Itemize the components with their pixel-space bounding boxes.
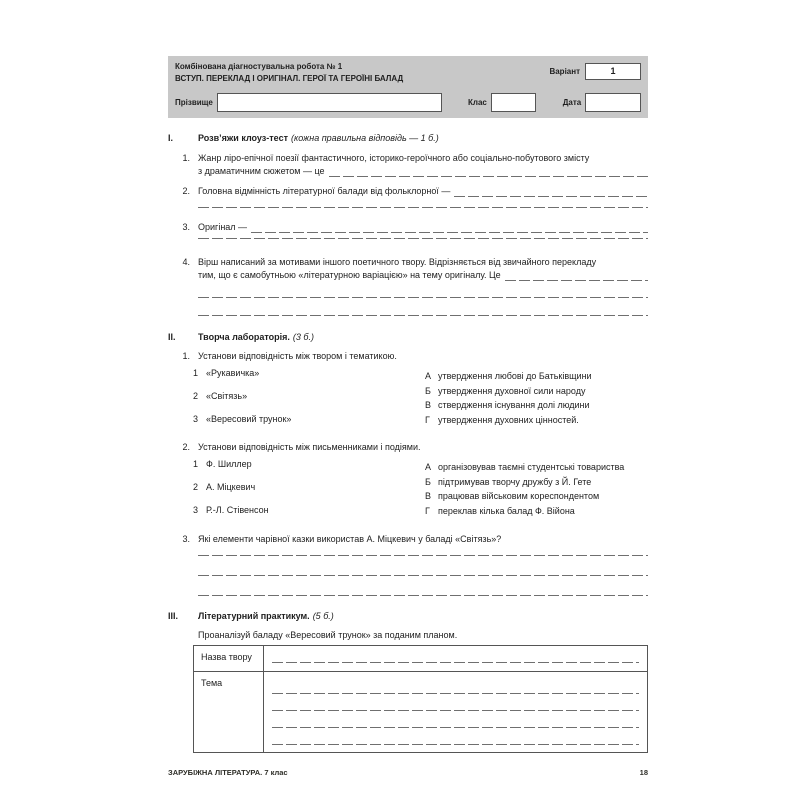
- class-input[interactable]: [491, 93, 536, 112]
- match-option[interactable]: Г утвердження духовних цінностей.: [425, 414, 579, 425]
- section-2-numeral: II.: [168, 332, 176, 342]
- question-text: Оригінал —: [198, 222, 248, 232]
- section-3-subtitle: Проаналізуй баладу «Вересовий трунок» за поданим планом.: [198, 630, 458, 640]
- question-number: 2.: [182, 186, 190, 196]
- question-text: Головна відмінність літературної балади від фольклорної —: [198, 186, 451, 196]
- table-row: [194, 646, 647, 671]
- section-2-heading: [168, 331, 648, 344]
- match-item[interactable]: 2 А. Міцкевич: [193, 482, 256, 492]
- question-text: Вірш написаний за мотивами іншого поетичного твору. Відрізняється від звичайного перекладу: [198, 257, 597, 267]
- section-2-title: Творча лабораторія. (3 б.): [198, 332, 314, 342]
- question-1-2: [168, 185, 648, 208]
- page-footer: [168, 766, 648, 779]
- question-text: тим, що є самобутньою «літературною варіацією» на тему оригіналу. Це: [198, 270, 501, 280]
- section-1-title: Розв’яжи клоуз-тест (кожна правильна відповідь — 1 б.): [198, 133, 439, 143]
- answer-line[interactable]: [272, 662, 639, 663]
- surname-label: Прізвище: [175, 98, 213, 107]
- match-option[interactable]: Б підтримував творчу дружбу з Й. Гете: [425, 476, 592, 487]
- section-1-heading: [168, 132, 648, 145]
- match-item[interactable]: 1 «Рукавичка»: [193, 368, 260, 378]
- question-1-4: [168, 256, 648, 316]
- worksheet-content: [168, 56, 648, 779]
- answer-line[interactable]: [198, 297, 648, 298]
- question-number: 4.: [182, 257, 190, 267]
- analysis-plan-table: [193, 645, 648, 753]
- answer-line[interactable]: [198, 207, 648, 208]
- date-input[interactable]: [585, 93, 641, 112]
- matching-grid-2: [193, 458, 648, 527]
- answer-line[interactable]: [198, 575, 648, 576]
- section-3-numeral: III.: [168, 611, 179, 621]
- answer-line[interactable]: [272, 727, 639, 728]
- match-item[interactable]: 2 «Світязь»: [193, 391, 248, 401]
- question-text: Установи відповідність між твором і тематикою.: [198, 351, 397, 361]
- section-3-subtitle-row: [168, 629, 648, 642]
- work-subtitle: ВСТУП. ПЕРЕКЛАД І ОРИГІНАЛ. ГЕРОЇ ТА ГЕРОЇНІ БАЛАД: [175, 73, 404, 83]
- row-answer-area: [264, 672, 647, 752]
- match-item[interactable]: 1 Ф. Шиллер: [193, 459, 252, 469]
- matching-left-column: [193, 458, 425, 527]
- table-row: [194, 671, 647, 752]
- answer-blank[interactable]: [329, 165, 648, 177]
- section-1-numeral: I.: [168, 133, 174, 143]
- match-item[interactable]: 3 «Вересовий трунок»: [193, 414, 292, 424]
- matching-right-column: [425, 367, 648, 436]
- matching-left-column: [193, 367, 425, 436]
- header-top-row: [175, 61, 641, 84]
- answer-blank[interactable]: [454, 185, 648, 197]
- match-option[interactable]: Б утвердження духовної сили народу: [425, 385, 586, 396]
- question-number: 3.: [182, 222, 190, 232]
- question-text: Які елементи чарівної казки використав А. Міцкевич у баладі «Світязь»?: [198, 534, 502, 544]
- header-bottom-row: [175, 93, 641, 112]
- question-number: 1.: [182, 153, 190, 163]
- row-label: Назва твору: [194, 646, 264, 671]
- question-2-2: [168, 441, 648, 527]
- answer-line[interactable]: [198, 315, 648, 316]
- match-option[interactable]: А утвердження любові до Батьківщини: [425, 371, 592, 381]
- class-label: Клас: [467, 98, 487, 107]
- answer-line[interactable]: [272, 710, 639, 711]
- footer-book-title: ЗАРУБІЖНА ЛІТЕРАТУРА. 7 клас: [168, 768, 288, 777]
- row-label: Тема: [194, 672, 264, 752]
- section-3-title: Літературний практикум. (5 б.): [198, 611, 334, 621]
- match-option[interactable]: В ствердження існування долі людини: [425, 400, 590, 410]
- header-block: [168, 56, 648, 118]
- answer-line[interactable]: [272, 744, 639, 745]
- question-number: 1.: [182, 351, 190, 361]
- row-answer-area: [264, 646, 647, 671]
- variant-group: [549, 63, 641, 80]
- match-item[interactable]: 3 Р.-Л. Стівенсон: [193, 505, 269, 515]
- matching-grid-1: [193, 367, 648, 436]
- question-text: з драматичним сюжетом — це: [198, 166, 325, 176]
- work-title: Комбінована діагностувальна робота № 1: [175, 62, 343, 71]
- match-option[interactable]: В працював військовим кореспондентом: [425, 491, 600, 501]
- question-2-1: [168, 350, 648, 436]
- matching-right-column: [425, 458, 648, 527]
- answer-line[interactable]: [198, 555, 648, 556]
- page-number: 18: [639, 768, 648, 777]
- match-option[interactable]: Г переклав кілька балад Ф. Війона: [425, 505, 575, 516]
- spacer: [168, 629, 198, 642]
- question-1-3: [168, 221, 648, 239]
- answer-blank[interactable]: [251, 221, 648, 233]
- answer-line[interactable]: [198, 238, 648, 239]
- question-2-3: [168, 533, 648, 596]
- answer-line[interactable]: [272, 693, 639, 694]
- question-text: Установи відповідність між письменниками і подіями.: [198, 442, 421, 452]
- section-3-heading: [168, 610, 648, 623]
- variant-label: Варіант: [549, 67, 580, 76]
- match-option[interactable]: А організовував таємні студентські товариства: [425, 462, 625, 472]
- question-text: Жанр ліро-епічної поезії фантастичного, історико-героїчного або соціально-побутового змісту: [198, 153, 590, 163]
- surname-input[interactable]: [217, 93, 442, 112]
- variant-box: 1: [585, 63, 641, 80]
- answer-line[interactable]: [198, 595, 648, 596]
- header-titles: [175, 61, 403, 84]
- question-1-1: [168, 152, 648, 178]
- question-number: 2.: [182, 442, 190, 452]
- question-number: 3.: [182, 534, 190, 544]
- answer-blank[interactable]: [505, 269, 648, 281]
- date-label: Дата: [562, 98, 582, 107]
